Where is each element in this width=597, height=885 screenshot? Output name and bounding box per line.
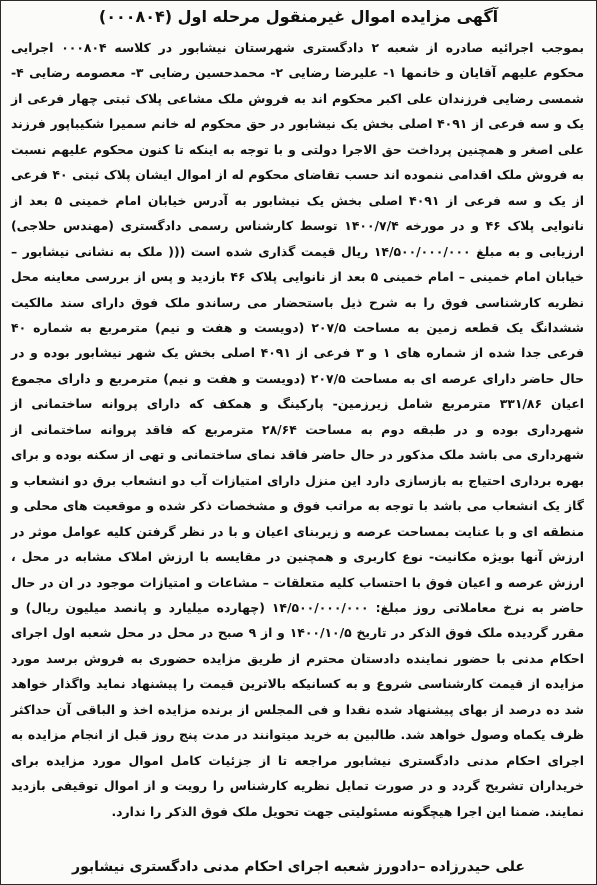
notice-title: آگهی مزایده اموال غیرمنقول مرحله اول (۰۰۰۸۰۴) bbox=[98, 7, 499, 26]
notice-body: بموجب اجرائیه صادره از شعبه ۲ دادگستری شهرستان نیشابور در کلاسه ۰۰۰۸۰۴ اجرایی محکوم علیهم آقایان و خانمها ۱- علیرضا رضایی ۲- محمدحسین رضایی ۳- معصومه رضایی ۴- شمسی رضایی فرزندان علی اکبر محکوم اند به فروش ملک مشاعی پلاک ثبتی چهار فرعی از یک و سه فرعی از ۴۰۹۱ اصلی بخش یک نیشابور در حق محکوم له خانم سمیرا شکیباپور فرزند علی اصغر و همچنین پرداخت حق الاجرا دولتی و با توجه به اینکه تا کنون محکوم علیهم نسبت به فروش ملک اقدامی ننموده اند حسب تقاضای محکوم له از اموال ایشان پلاک ثبتی ۴۰ فرعی از یک و سه فرعی از ۴۰۹۱ اصلی بخش یک نیشابور به آدرس خیابان امام خمینی ۵ بعد از نانوایی پلاک ۴۶ و در مورخه ۱۴۰۰/۷/۴ توسط کارشناس رسمی دادگستری (مهندس حلاجی) ارزیابی و به مبلغ ۱۴/۵۰۰/۰۰۰/۰۰۰ ریال قیمت گذاری شده است ((( ملک به نشانی نیشابور – خیابان امام خمینی – امام خمینی ۵ بعد از نانوایی پلاک ۴۶ بازدید و پس از بررسی معاینه محل نظریه کارشناسی فوق را به شرح ذیل باستحضار می رساندو ملک فوق دارای سند مالکیت ششدانگ یک قطعه زمین به مساحت ۲۰۷/۵ (دویست و هفت و نیم) مترمربع به شماره ۴۰ فرعی جدا شده از شماره های ۱ و ۳ فرعی از ۴۰۹۱ اصلی بخش یک شهر نیشابور بوده و در حال حاضر دارای عرصه ای به مساحت ۲۰۷/۵ (دویست و هفت و نیم) مترمربع و دارای مجموع اعیان ۳۳۱/۸۶ مترمربع شامل زیرزمین- پارکینگ و همکف که دارای پروانه ساختمانی از شهرداری بوده و در طبقه دوم به مساحت ۲۸/۶۴ مترمربع که فاقد پروانه ساختمانی از شهرداری می باشد ملک مذکور در حال حاضر فاقد نمای ساختمانی و تهی از سکنه بوده و برای بهره برداری احتیاج به بازسازی دارد این منزل دارای امتیازات آب دو انشعاب برق دو انشعاب و گاز یک انشعاب می باشد با توجه به مراتب فوق و مشخصات ذکر شده و موقعیت های محلی و منطقه ای و با عنایت بمساحت عرصه و زیربنای اعیان و با در نظر گرفتن کلیه عوامل موثر در ارزش آنها بویژه مکانیت- نوع کاربری و همچنین در مقایسه با ارزش املاک مشابه در محل ، ارزش عرصه و اعیان فوق با احتساب کلیه متعلقات – مشاعات و امتیازات موجود در ان در حال حاضر به نرخ معاملاتی روز مبلغ: ۱۴/۵۰۰/۰۰۰/۰۰۰ (چهارده میلیارد و پانصد میلیون ریال) و مقرر گردیده ملک فوق الذکر در تاریخ ۱۴۰۰/۱۰/۵ و از ۹ صبح در محل در محل شعبه اول اجرای احکام مدنی با حضور نماینده دادستان محترم از طریق مزایده حضوری به فروش برسد مورد مزایده از قیمت کارشناسی شروع و به کسانیکه بالاترین قیمت را پیشنهاد نماید واگذار خواهد شد ده درصد از بهای پیشنهاد شده نقدا و فی المجلس از برنده مزایده اخذ و الباقی آن حداکثر ظرف یکماه وصول خواهد شد. طالبین به خرید میتوانند در مدت پنج روز قبل از انجام مزایده به اجرای احکام مدنی دادگستری نیشابور مراجعه تا از جزئیات کامل اموال مورد مزایده برای خریداران تشریح گردد و در صورت تمایل نظریه کارشناس را رویت و از اموال توقیفی بازدید نمایند. ضمنا این اجرا هیچگونه مسئولیتی جهت تحویل ملک فوق الذکر را ندارد. bbox=[11, 40, 585, 819]
notice-signature: علی حیدرزاده –دادورز شعبه اجرای احکام مدنی دادگستری نیشابور bbox=[72, 859, 525, 875]
